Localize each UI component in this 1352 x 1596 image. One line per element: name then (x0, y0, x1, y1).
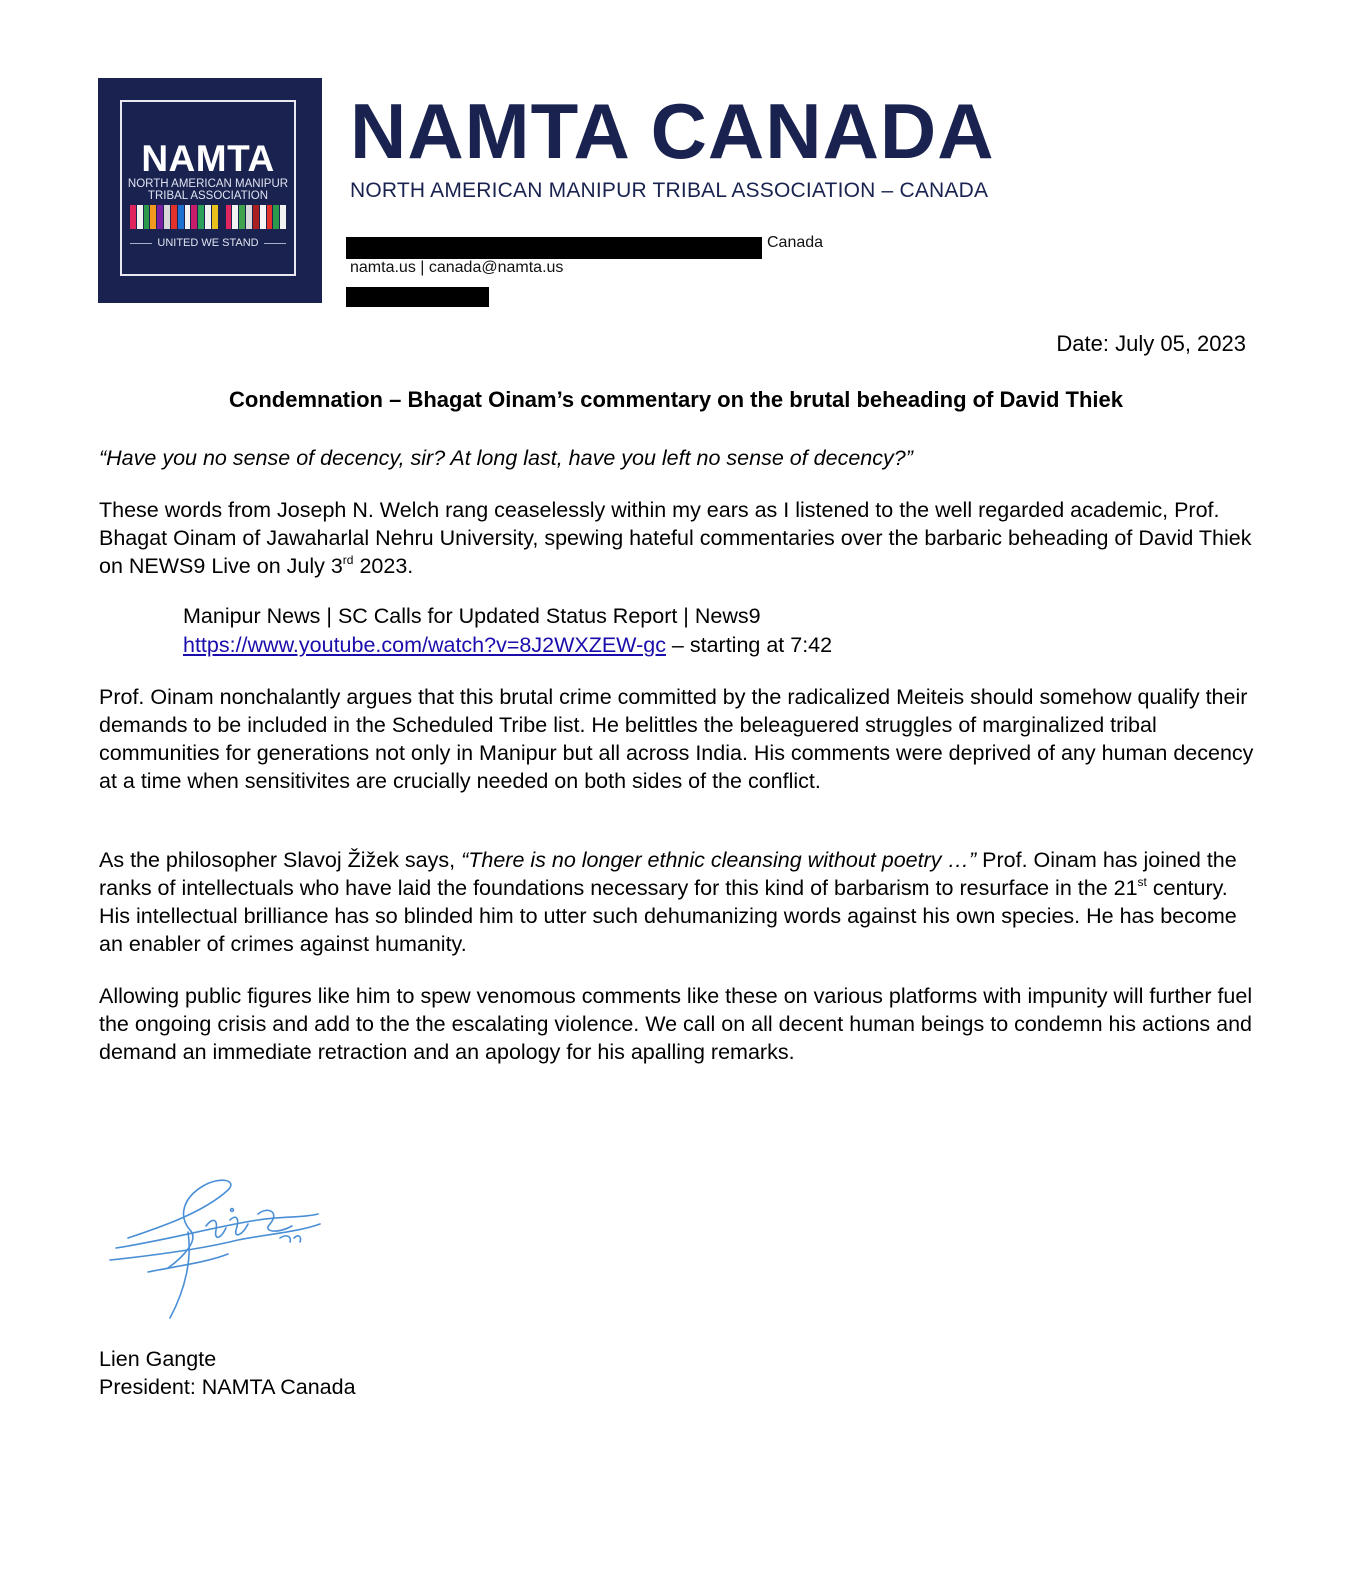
logo-stripe (273, 205, 279, 229)
logo-stripe (157, 205, 163, 229)
logo-stripe (130, 205, 136, 229)
contact-line: namta.us | canada@namta.us (350, 259, 564, 276)
logo-wordmark: NAMTA (141, 138, 275, 179)
handwritten-signature (108, 1168, 328, 1328)
paragraph-3-text: As the philosopher Slavoj Žižek says, (99, 848, 462, 872)
logo-subtitle-line1: NORTH AMERICAN MANIPUR (127, 178, 289, 190)
letter-date: Date: July 05, 2023 (1056, 331, 1246, 356)
paragraph-1 (99, 496, 1259, 580)
logo-stripe (253, 205, 259, 229)
logo-motto-row (130, 236, 286, 250)
org-title: NAMTA CANADA (350, 87, 995, 175)
namta-logo (98, 78, 322, 303)
logo-stripes (130, 205, 286, 229)
paragraph-3 (99, 846, 1259, 958)
logo-stripe (150, 205, 156, 229)
ordinal-suffix: rd (342, 552, 354, 567)
paragraph-3-text-end: century. His intellectual brilliance has so blinded him to utter such dehumanizing words against his own species. He has become an enabler of crimes against humanity. (99, 876, 1237, 956)
paragraph-1-text: These words from Joseph N. Welch rang ceaselessly within my ears as I listened to the well regarded academic, Prof. Bhagat Oinam of Jawaharlal Nehru University, spewing hateful commentaries over the barbaric beheading of David Thiek on NEWS9 Live on July 3 (99, 498, 1252, 578)
logo-stripe (185, 205, 191, 229)
logo-subtitle (122, 178, 294, 202)
logo-motto-rule-right (264, 243, 286, 244)
youtube-link[interactable]: https://www.youtube.com/watch?v=8J2WXZEW-gc (183, 633, 666, 657)
paragraph-4: Allowing public figures like him to spew venomous comments like these on various platforms with impunity will further fuel the ongoing crisis and add to the the escalating violence. We call on all decent human beings to condemn his actions and demand an immediate retraction and an apology for his apalling remarks. (99, 984, 1253, 1064)
logo-stripe (267, 205, 273, 229)
redacted-phone (346, 287, 489, 307)
logo-stripe (239, 205, 245, 229)
logo-stripe (144, 205, 150, 229)
signer-name: Lien Gangte (99, 1347, 217, 1371)
signer-title: President: NAMTA Canada (99, 1375, 356, 1399)
paragraph-2: Prof. Oinam nonchalantly argues that this brutal crime committed by the radicalized Meiteis should somehow qualify their demands to be included in the Scheduled Tribe list. He belittles the beleaguered struggles of marginalized tribal communities for generations not only in Manipur but all across India. His comments were deprived of any human decency at a time when sensitivites are crucially needed on both sides of the conflict. (99, 685, 1254, 793)
logo-stripe (164, 205, 170, 229)
logo-stripe (246, 205, 252, 229)
logo-stripe (280, 205, 286, 229)
logo-stripe (178, 205, 184, 229)
letter-subject: Condemnation – Bhagat Oinam’s commentary on the brutal beheading of David Thiek (229, 387, 1123, 412)
paragraph-1-text-end: 2023. (353, 554, 414, 578)
paragraph-3-text-mid: Prof. Oinam has joined the ranks of intellectuals who have laid the foundations necessary for this kind of barbarism to resurface in the 21 (99, 848, 1237, 900)
logo-stripe (219, 205, 225, 229)
logo-frame (120, 100, 296, 276)
zizek-quote: “There is no longer ethnic cleansing without poetry …” (461, 848, 977, 872)
logo-stripe (191, 205, 197, 229)
opening-quote: “Have you no sense of decency, sir? At long last, have you left no sense of decency?” (99, 446, 913, 470)
logo-stripe (171, 205, 177, 229)
redacted-address (346, 237, 762, 259)
address-country: Canada (767, 234, 824, 251)
logo-motto: UNITED WE STAND (157, 237, 259, 249)
logo-stripe (198, 205, 204, 229)
logo-stripe (205, 205, 211, 229)
video-timestamp: – starting at 7:42 (665, 633, 833, 657)
video-reference-title: Manipur News | SC Calls for Updated Status Report | News9 (183, 604, 761, 628)
org-subtitle: NORTH AMERICAN MANIPUR TRIBAL ASSOCIATION – CANADA (350, 179, 989, 202)
logo-stripe (212, 205, 218, 229)
logo-motto-rule-left (130, 243, 152, 244)
logo-stripe (137, 205, 143, 229)
logo-stripe (226, 205, 232, 229)
logo-subtitle-line2: TRIBAL ASSOCIATION (147, 190, 269, 202)
ordinal-suffix: st (1137, 874, 1147, 889)
video-reference (183, 602, 832, 660)
logo-stripe (232, 205, 238, 229)
logo-stripe (260, 205, 266, 229)
video-reference-link-row (183, 631, 832, 660)
